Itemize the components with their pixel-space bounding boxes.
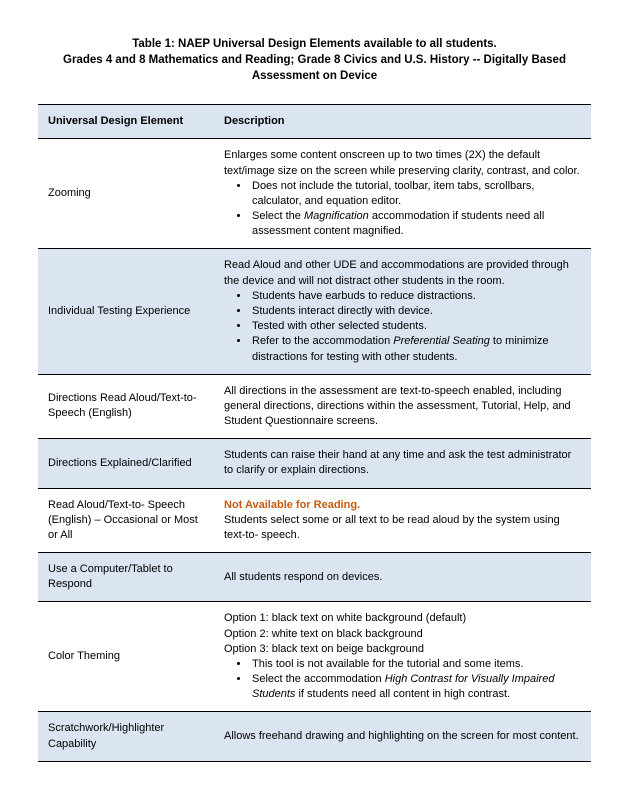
text-segment: Select the accommodation xyxy=(252,673,385,686)
description-paragraph xyxy=(224,498,581,513)
text-segment: Allows freehand drawing and highlighting on the screen for most content. xyxy=(224,730,579,743)
text-segment: All directions in the assessment are text-to-speech enabled, including general directions, directions within the assessment, Tutorial, Help, and Student Questionnaire screens. xyxy=(224,384,571,428)
header-description: Description xyxy=(214,105,591,139)
element-cell: Directions Read Aloud/Text-to-Speech (English) xyxy=(38,374,214,439)
text-segment: Does not include the tutorial, toolbar, item tabs, scrollbars, calculator, and equation editor. xyxy=(252,179,535,207)
table-row xyxy=(38,374,591,439)
bullet-item xyxy=(250,657,581,672)
text-segment: Option 1: black text on white background (default) xyxy=(224,612,467,625)
description-paragraph xyxy=(224,513,581,543)
table-row xyxy=(38,439,591,488)
bullet-list xyxy=(224,289,581,365)
element-cell: Zooming xyxy=(38,139,214,249)
description-paragraph xyxy=(224,148,581,178)
header-universal-design-element: Universal Design Element xyxy=(38,105,214,139)
text-segment: Enlarges some content onscreen up to two times (2X) the default text/image size on the screen while preserving clarity, contrast, and color. xyxy=(224,149,580,177)
bullet-item xyxy=(250,209,581,239)
description-paragraph xyxy=(224,627,581,642)
header-row xyxy=(38,105,591,139)
text-segment: Select the xyxy=(252,210,304,223)
element-cell: Individual Testing Experience xyxy=(38,249,214,374)
description-paragraph xyxy=(224,448,581,478)
text-segment: Tested with other selected students. xyxy=(252,320,427,333)
ude-table xyxy=(38,104,591,762)
text-segment: Refer to the accommodation xyxy=(252,335,394,348)
description-paragraph xyxy=(224,258,581,288)
description-paragraph xyxy=(224,611,581,626)
description-cell xyxy=(214,712,591,761)
table-row xyxy=(38,139,591,249)
text-segment: Students select some or all text to be read aloud by the system using text-to- speech. xyxy=(224,513,560,541)
description-cell xyxy=(214,602,591,712)
text-segment: This tool is not available for the tutorial and some items. xyxy=(252,657,524,670)
description-paragraph xyxy=(224,384,581,430)
italic-text-segment: Magnification xyxy=(303,210,369,223)
text-segment: Not Available for Reading. xyxy=(224,498,361,511)
text-segment: Read Aloud and other UDE and accommodations are provided through the device and will not distract other students in the room. xyxy=(224,259,569,287)
text-segment: accommodation if students need all assessment content magnified. xyxy=(252,210,545,238)
text-segment: Option 3: black text on beige background xyxy=(224,642,424,655)
element-cell: Directions Explained/Clarified xyxy=(38,439,214,488)
table-row xyxy=(38,249,591,374)
text-segment: Option 2: white text on black background xyxy=(224,627,423,640)
bullet-item xyxy=(250,304,581,319)
description-cell xyxy=(214,249,591,374)
table-header xyxy=(38,105,591,139)
description-cell xyxy=(214,439,591,488)
text-segment: to minimize distractions for testing with other students. xyxy=(252,335,549,363)
bullet-list xyxy=(224,657,581,703)
description-cell xyxy=(214,488,591,553)
title-line-1: Table 1: NAEP Universal Design Elements available to all students. xyxy=(132,38,497,50)
description-cell xyxy=(214,553,591,602)
description-paragraph xyxy=(224,642,581,657)
table-row xyxy=(38,712,591,761)
element-cell: Use a Computer/Tablet to Respond xyxy=(38,553,214,602)
bullet-item xyxy=(250,334,581,364)
description-paragraph xyxy=(224,570,581,585)
table-row xyxy=(38,488,591,553)
description-cell xyxy=(214,374,591,439)
italic-text-segment: High Contrast for Visually Impaired Students xyxy=(252,673,555,701)
element-cell: Read Aloud/Text-to- Speech (English) – Occasional or Most or All xyxy=(38,488,214,553)
table-row xyxy=(38,553,591,602)
text-segment: Students have earbuds to reduce distractions. xyxy=(252,289,476,302)
description-paragraph xyxy=(224,729,581,744)
document-title xyxy=(38,36,591,84)
text-segment: Students interact directly with device. xyxy=(252,305,433,317)
text-segment: All students respond on devices. xyxy=(224,570,383,583)
table-body xyxy=(38,139,591,761)
bullet-item xyxy=(250,289,581,304)
bullet-item xyxy=(250,319,581,334)
bullet-list xyxy=(224,179,581,240)
title-line-3: Assessment on Device xyxy=(251,70,378,83)
bullet-item xyxy=(250,672,581,702)
text-segment: if students need all content in high contrast. xyxy=(295,688,511,701)
text-segment: Students can raise their hand at any time and ask the test administrator to clarify or explain directions. xyxy=(224,449,572,477)
title-line-2: Grades 4 and 8 Mathematics and Reading; Grade 8 Civics and U.S. History -- Digitally Based xyxy=(63,54,566,67)
table-row xyxy=(38,602,591,712)
description-cell xyxy=(214,139,591,249)
element-cell: Color Theming xyxy=(38,602,214,712)
element-cell: Scratchwork/Highlighter Capability xyxy=(38,712,214,761)
italic-text-segment: Preferential Seating xyxy=(393,335,490,348)
bullet-item xyxy=(250,179,581,209)
